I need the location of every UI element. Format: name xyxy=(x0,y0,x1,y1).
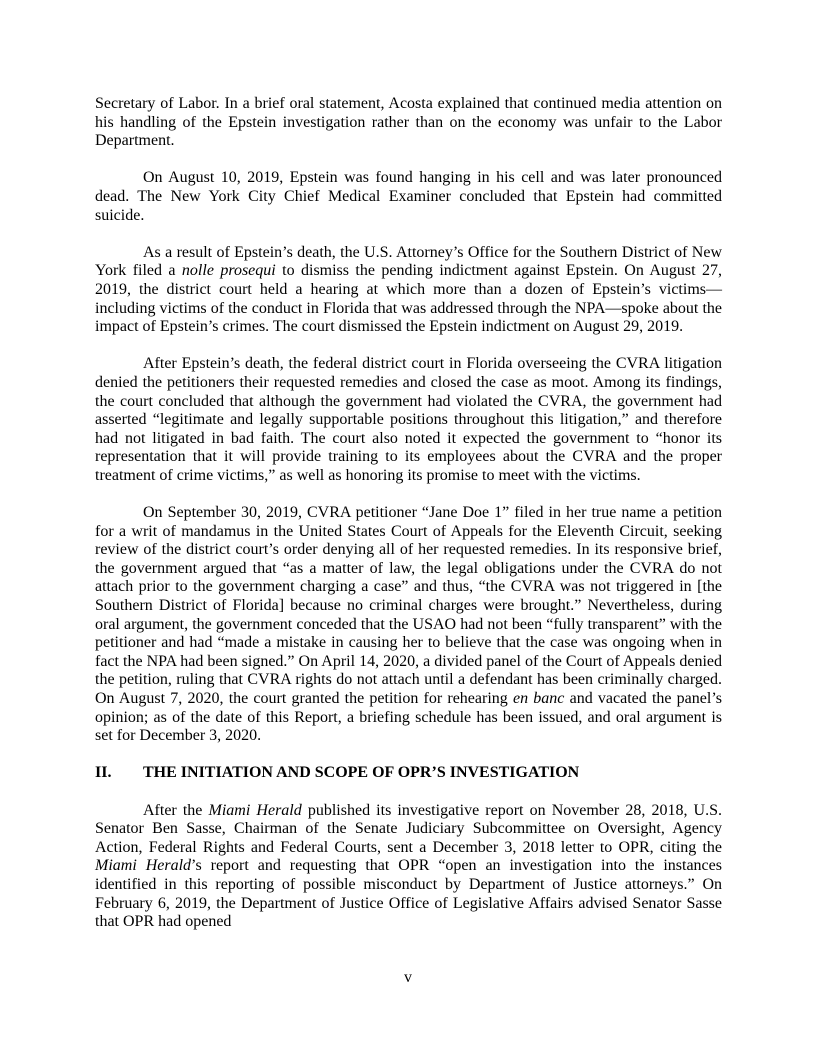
paragraph-cvra-litigation xyxy=(95,355,722,485)
text-run-italic: en banc xyxy=(512,690,565,707)
text-run: Secretary of Labor. In a brief oral statement, Acosta explained that continued media attention on his handling of the Epstein investigation rather than on the economy was unfair to the Labor Department. xyxy=(95,95,722,150)
text-run: and vacated the panel’s opinion; as of the date of this Report, a briefing schedule has been issued, and oral argument is set for December 3, 2020. xyxy=(95,690,723,745)
section-heading xyxy=(95,764,722,783)
paragraph-opr-initiation xyxy=(95,802,722,932)
text-run-italic: nolle prosequi xyxy=(181,262,276,280)
text-run-italic: Miami Herald xyxy=(208,801,302,819)
text-run-italic: Miami Herald xyxy=(95,857,192,875)
page-footer xyxy=(0,969,816,988)
text-run: to dismiss the pending indictment against Epstein. On August 27, 2019, the district court held a hearing at which more than a dozen of Epstein’s victims—including victims of the conduct in Florida that was addressed through the NPA—spoke about the impact of Epstein’s crimes. The court dismissed the Epstein indictment on August 29, 2019. xyxy=(95,262,722,336)
text-run: published its investigative report on November 28, 2018, U.S. Senator Ben Sasse, Chairman of the Senate Judiciary Subcommittee on Oversight, Agency Action, Federal Rights and Federal Courts, sent a December 3, 2018 letter to OPR, citing the xyxy=(95,801,723,856)
section-number: II. xyxy=(95,764,112,782)
paragraph-nolle-prosequi xyxy=(95,244,722,337)
paragraph-mandamus-petition xyxy=(95,504,722,746)
text-run: After Epstein’s death, the federal district court in Florida overseeing the CVRA litigation denied the petitioners their requested remedies and closed the case as moot. Among its findings, the court concluded that although the government had violated the CVRA, the government had asserted “legitimate and legally supportable positions throughout this litigation,” and therefore had not litigated in bad faith. The court also noted it expected the government to “honor its representation that it will provide training to its employees about the CVRA and the proper treatment of crime victims,” as well as honoring its promise to meet with the victims. xyxy=(95,355,722,484)
paragraph-acosta-statement xyxy=(95,95,722,151)
text-run: On September 30, 2019, CVRA petitioner “Jane Doe 1” filed in her true name a petition for a writ of mandamus in the United States Court of Appeals for the Eleventh Circuit, seeking review of the district court’s order denying all of her requested remedies. In its responsive brief, the government argued that “as a matter of law, the legal obligations under the CVRA do not attach prior to the government charging a case” and thus, “the CVRA was not triggered in [the Southern District of Florida] because no criminal charges were brought.” Nevertheless, during oral argument, the government conceded that the USAO had not been “fully transparent” with the petitioner and had “made a mistake in causing her to believe that the case was ongoing when in fact the NPA had been signed.” On April 14, 2020, a divided panel of the Court of Appeals denied the petition, ruling that CVRA rights do not attach until a defendant has been criminally charged. On August 7, 2020, the court granted the petition for rehearing xyxy=(95,504,722,707)
page-number: v xyxy=(404,969,412,986)
section-title: THE INITIATION AND SCOPE OF OPR’S INVESTIGATION xyxy=(143,764,580,782)
text-run: As a result of Epstein’s death, the U.S. Attorney’s Office for the Southern District of New York filed a xyxy=(95,243,722,280)
text-run: After the xyxy=(143,801,209,819)
text-run: ’s report and requesting that OPR “open an investigation into the instances identified in this reporting of possible misconduct by Department of Justice attorneys.” On February 6, 2019, the Department of Justice Office of Legislative Affairs advised Senator Sasse that OPR had opened xyxy=(95,857,722,931)
paragraph-epstein-death xyxy=(95,169,722,225)
text-run: On August 10, 2019, Epstein was found hanging in his cell and was later pronounced dead. The New York City Chief Medical Examiner concluded that Epstein had committed suicide. xyxy=(95,169,722,224)
page-body xyxy=(95,95,722,950)
